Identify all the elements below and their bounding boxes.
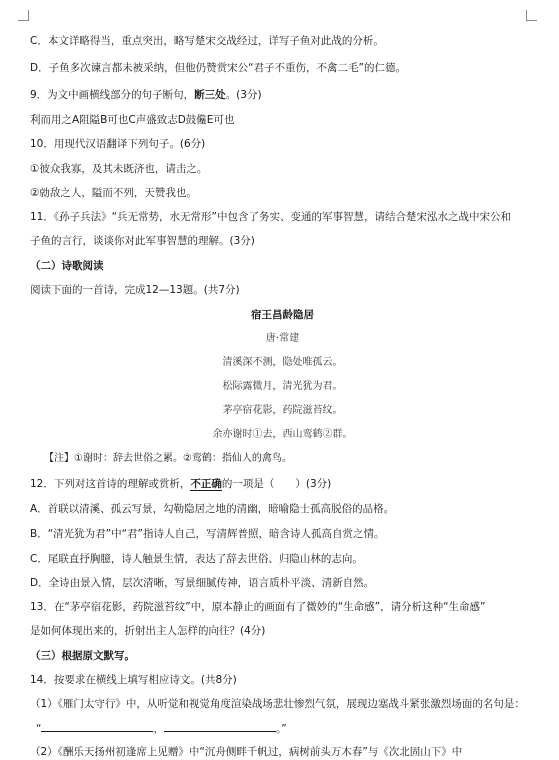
question-9 [30,88,262,102]
section-recitation-heading: （三）根据原文默写。 [30,650,135,662]
option-c: C．本文详略得当，重点突出，略写楚宋交战经过，详写子鱼对此战的分析。 [30,35,384,47]
question-9-score: 。(3分) [225,89,262,101]
answer-blank-2[interactable] [164,721,276,732]
poem-author: 唐·常建 [265,333,300,344]
poetry-instruction: 阅读下面的一首诗，完成12—13题。(共7分) [30,284,240,296]
question-14-item-1: （1）《雁门太守行》中，从听觉和视觉角度渲染战场悲壮惨烈气氛，展现边塞战斗紧张激烈场面的名句是： [30,698,525,710]
question-9-emphasis: 断三处 [194,89,226,101]
poem-line-1: 清溪深不测，隐处唯孤云。 [222,357,343,368]
question-14-item-1-blanks [36,721,287,736]
quote-open: “ [36,723,42,735]
option-d: D．子鱼多次谏言都未被采纳，但他仍赞赏宋公“君子不重伤，不禽二毛”的仁德。 [30,62,406,74]
question-10-item-1: ①彼众我寡，及其未既济也，请击之。 [30,163,208,175]
question-12-score: 的一项是（ ）(3分) [221,478,332,490]
comma: ， [153,723,164,735]
question-12-option-d: D．全诗由景入情，层次清晰，写景细腻传神，语言质朴平淡、清新自然。 [30,577,375,589]
question-12-option-c: C．尾联直抒胸臆，诗人触景生情，表达了辞去世俗、归隐山林的志向。 [30,553,363,565]
crop-mark-top-right [526,10,537,21]
question-13-line-2: 是如何体现出来的，折射出主人怎样的向往？(4分) [30,625,266,637]
question-12 [30,477,331,491]
question-11-line-1: 11．《孙子兵法》“兵无常势，水无常形”中包含了务实、变通的军事智慧，请结合楚宋泓水之战中宋公和 [30,211,511,223]
question-9-sentence: 利而用之A阻隘B可也C声盛致志D鼓儳E可也 [30,114,235,126]
question-11-line-2: 子鱼的言行，谈谈你对此军事智慧的理解。(3分) [30,235,255,247]
section-poetry-heading: （二）诗歌阅读 [30,260,104,272]
poem-line-4-part-1: 余亦谢时 [212,429,253,440]
note-marker-1: ① [252,429,263,440]
question-12-text: 12．下列对这首诗的理解或赏析， [30,478,191,490]
poem-note: 【注】①谢时：辞去世俗之累。②鸾鹤：指仙人的禽鸟。 [44,453,292,464]
question-14-item-2: （2）《酬乐天扬州初逢席上见赠》中“沉舟侧畔千帆过，病树前头万木春”与《次北固山下》中 [30,746,463,758]
quote-close: 。” [275,723,287,735]
answer-blank-1[interactable] [41,721,153,732]
poem-line-3: 茅亭宿花影，药院滋苔纹。 [222,405,343,416]
question-12-emphasis: 不正确 [190,478,222,490]
question-12-option-b: B．“清光犹为君”中“君”指诗人自己，写清辉普照，暗含诗人孤高自赏之情。 [30,528,385,540]
question-10-item-2: ②勍敌之人，隘而不列，天赞我也。 [30,187,197,199]
crop-mark-top-left [18,10,29,21]
poem-line-4-part-3: 群。 [332,429,353,440]
poem-line-4 [30,428,535,442]
question-10: 10．用现代汉语翻译下列句子。(6分) [30,138,206,150]
question-12-option-a: A．首联以清溪、孤云写景，勾勒隐居之地的清幽，暗喻隐士孤高脱俗的品格。 [30,503,395,515]
question-13-line-1: 13．在“茅亭宿花影，药院滋苔纹”中，原本静止的画面有了微妙的“生命感”，请分析这种“生命感” [30,601,486,613]
question-14: 14．按要求在横线上填写相应诗文。(共8分) [30,674,237,686]
question-9-text: 9．为文中画横线部分的句子断句， [30,89,195,101]
poem-title: 宿王昌龄隐居 [251,309,314,321]
note-marker-2: ② [322,429,333,440]
poem-line-4-part-2: 去，西山鸾鹤 [262,429,323,440]
poem-line-2: 松际露微月，清光犹为君。 [222,381,343,392]
